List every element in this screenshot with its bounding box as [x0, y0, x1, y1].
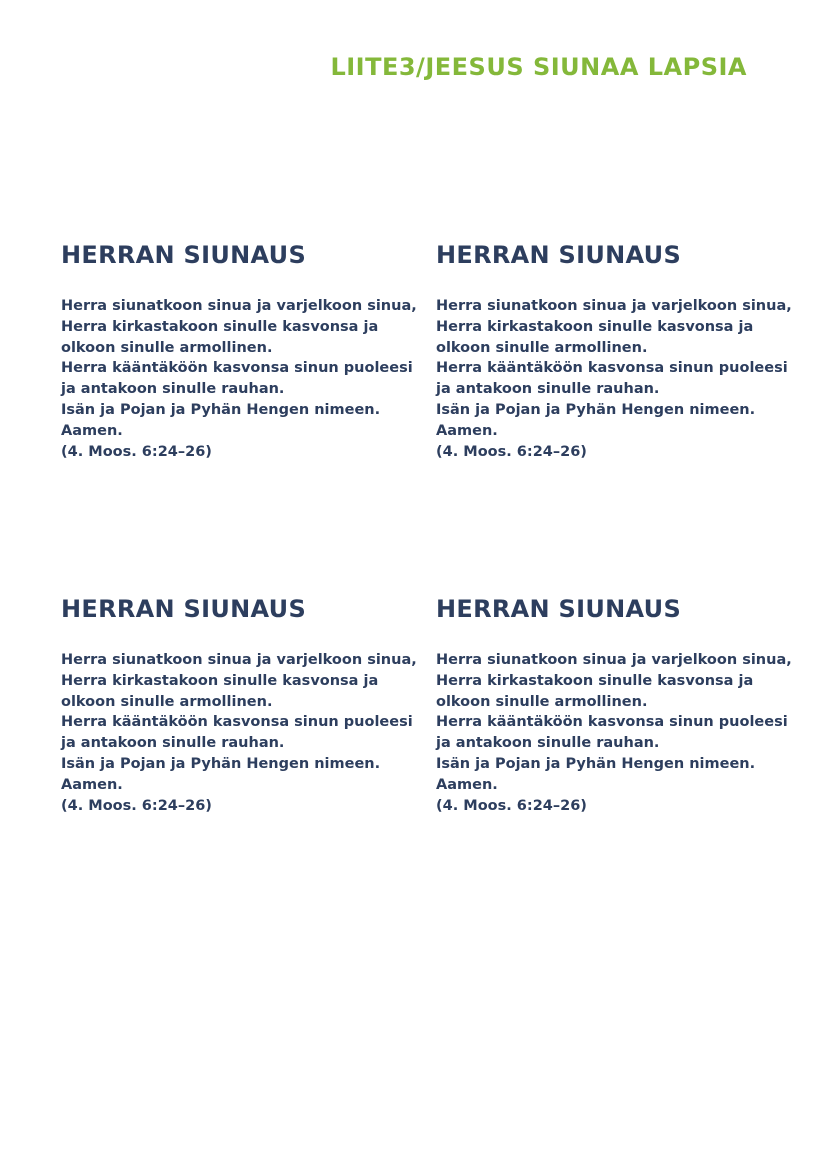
card-reference: (4. Moos. 6:24–26) — [436, 443, 587, 460]
card-line: Herra kirkastakoon sinulle kasvonsa ja — [61, 318, 379, 335]
card-line: Isän ja Pojan ja Pyhän Hengen nimeen. — [436, 401, 756, 418]
card-line: Herra siunatkoon sinua ja varjelkoon sinua, — [436, 652, 792, 668]
card-line: Herra kääntäköön kasvonsa sinun puoleesi — [61, 714, 413, 731]
card-line: olkoon sinulle armollinen. — [436, 339, 648, 356]
card-line: Herra kääntäköön kasvonsa sinun puoleesi — [436, 714, 788, 731]
card-line: Aamen. — [61, 422, 123, 439]
card-reference: (4. Moos. 6:24–26) — [61, 797, 212, 814]
card-title: HERRAN SIUNAUS — [61, 595, 307, 623]
blessing-card-2 — [436, 240, 806, 462]
card-line: Isän ja Pojan ja Pyhän Hengen nimeen. — [436, 755, 756, 772]
card-line: Herra siunatkoon sinua ja varjelkoon sinua, — [61, 652, 417, 668]
card-line: Herra siunatkoon sinua ja varjelkoon sinua, — [61, 298, 417, 314]
card-line: Herra kirkastakoon sinulle kasvonsa ja — [436, 318, 754, 335]
card-line: Herra kirkastakoon sinulle kasvonsa ja — [436, 672, 754, 689]
card-line: Isän ja Pojan ja Pyhän Hengen nimeen. — [61, 755, 381, 772]
card-reference: (4. Moos. 6:24–26) — [436, 797, 587, 814]
card-title: HERRAN SIUNAUS — [436, 595, 682, 623]
card-line: Herra kääntäköön kasvonsa sinun puoleesi — [436, 360, 788, 377]
card-line: olkoon sinulle armollinen. — [61, 339, 273, 356]
blessing-card-4 — [436, 594, 806, 816]
card-line: olkoon sinulle armollinen. — [436, 693, 648, 710]
blessing-card-3 — [61, 594, 431, 816]
card-reference: (4. Moos. 6:24–26) — [61, 443, 212, 460]
card-line: Herra kirkastakoon sinulle kasvonsa ja — [61, 672, 379, 689]
card-line: olkoon sinulle armollinen. — [61, 693, 273, 710]
page-header-title: LIITE3/JEESUS SIUNAA LAPSIA — [330, 53, 747, 81]
card-line: Herra siunatkoon sinua ja varjelkoon sinua, — [436, 298, 792, 314]
card-line: Aamen. — [61, 776, 123, 793]
card-line: ja antakoon sinulle rauhan. — [61, 735, 285, 752]
card-line: Herra kääntäköön kasvonsa sinun puoleesi — [61, 360, 413, 377]
card-line: ja antakoon sinulle rauhan. — [436, 381, 660, 398]
card-title: HERRAN SIUNAUS — [61, 241, 307, 269]
blessing-card-1 — [61, 240, 431, 462]
card-line: ja antakoon sinulle rauhan. — [61, 381, 285, 398]
card-line: Aamen. — [436, 776, 498, 793]
card-line: ja antakoon sinulle rauhan. — [436, 735, 660, 752]
card-line: Aamen. — [436, 422, 498, 439]
card-line: Isän ja Pojan ja Pyhän Hengen nimeen. — [61, 401, 381, 418]
card-title: HERRAN SIUNAUS — [436, 241, 682, 269]
